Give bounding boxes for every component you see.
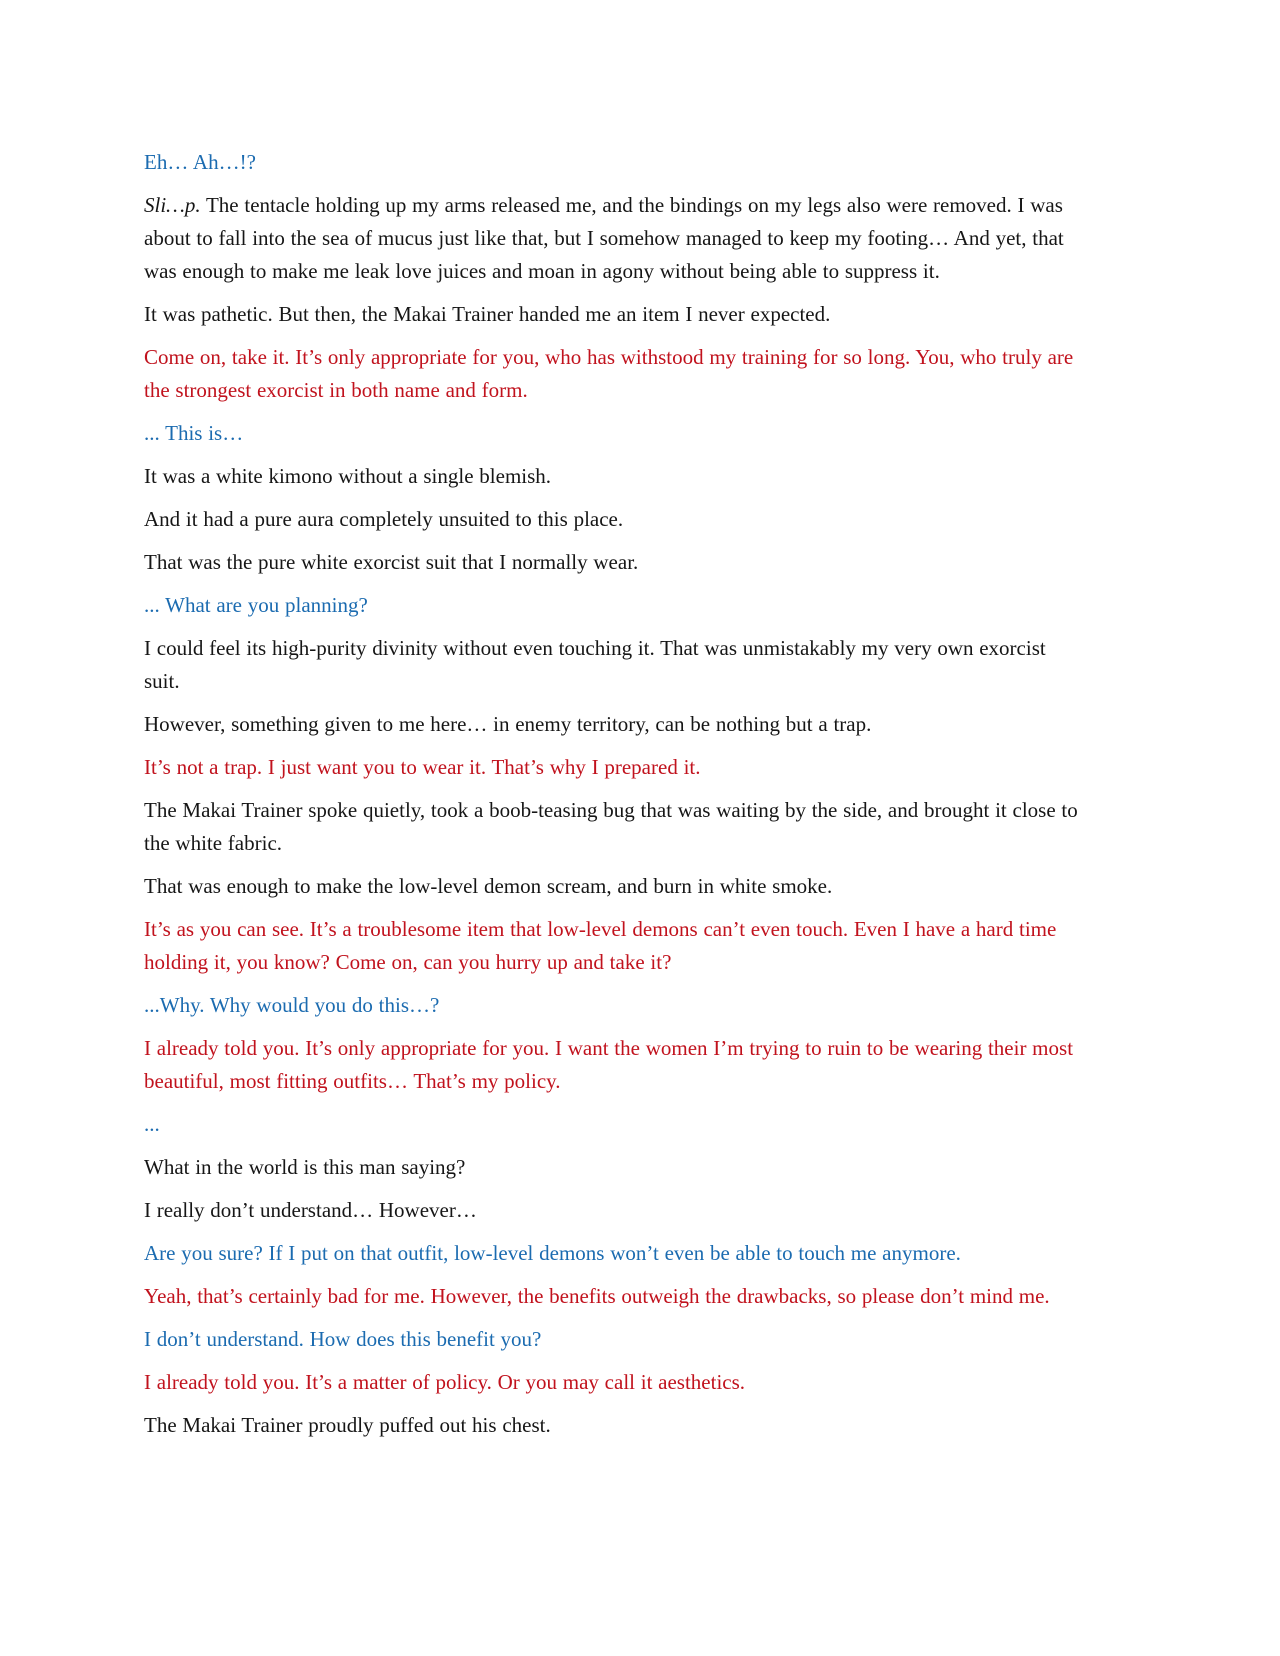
- document-content: [144, 146, 1084, 1442]
- paragraph-protagonist: [144, 1237, 1084, 1270]
- paragraph-trainer: [144, 1366, 1084, 1399]
- text-segment: I already told you. It’s a matter of policy. Or you may call it aesthetics.: [144, 1370, 746, 1394]
- text-segment: Yeah, that’s certainly bad for me. However, the benefits outweigh the drawbacks, so please don’t mind me.: [144, 1284, 1050, 1308]
- text-segment: What in the world is this man saying?: [144, 1155, 466, 1179]
- text-segment: The Makai Trainer spoke quietly, took a boob-teasing bug that was waiting by the side, and brought it close to the white fabric.: [144, 798, 1078, 855]
- text-segment: I already told you. It’s only appropriate for you. I want the women I’m trying to ruin to be wearing their most beautiful, most fitting outfits… That’s my policy.: [144, 1036, 1074, 1093]
- text-segment: It’s as you can see. It’s a troublesome item that low-level demons can’t even touch. Even I have a hard time holding it, you know? Come on, can you hurry up and take it?: [144, 917, 1057, 974]
- paragraph-narration: [144, 708, 1084, 741]
- paragraph-protagonist: [144, 417, 1084, 450]
- paragraph-trainer: [144, 751, 1084, 784]
- paragraph-trainer: [144, 1280, 1084, 1313]
- text-segment: I could feel its high-purity divinity without even touching it. That was unmistakably my very own exorcist suit.: [144, 636, 1046, 693]
- text-segment: I really don’t understand… However…: [144, 1198, 477, 1222]
- text-segment: And it had a pure aura completely unsuited to this place.: [144, 507, 624, 531]
- paragraph-narration: [144, 189, 1084, 288]
- paragraph-protagonist: [144, 146, 1084, 179]
- text-segment: That was enough to make the low-level demon scream, and burn in white smoke.: [144, 874, 833, 898]
- text-segment: That was the pure white exorcist suit that I normally wear.: [144, 550, 639, 574]
- paragraph-trainer: [144, 341, 1084, 407]
- paragraph-narration: [144, 298, 1084, 331]
- paragraph-narration: [144, 1194, 1084, 1227]
- text-segment-italic: Sli…p.: [144, 193, 201, 217]
- paragraph-narration: [144, 1151, 1084, 1184]
- paragraph-narration: [144, 632, 1084, 698]
- text-segment: Eh… Ah…!?: [144, 150, 256, 174]
- paragraph-narration: [144, 460, 1084, 493]
- text-segment: Are you sure? If I put on that outfit, low-level demons won’t even be able to touch me anymore.: [144, 1241, 961, 1265]
- text-segment: ...: [144, 1112, 160, 1136]
- text-segment: ...Why. Why would you do this…?: [144, 993, 440, 1017]
- text-segment: Come on, take it. It’s only appropriate for you, who has withstood my training for so long. You, who truly are the strongest exorcist in both name and form.: [144, 345, 1074, 402]
- text-segment: ... This is…: [144, 421, 244, 445]
- paragraph-protagonist: [144, 1108, 1084, 1141]
- text-segment: The tentacle holding up my arms released me, and the bindings on my legs also were removed. I was about to fall into the sea of mucus just like that, but I somehow managed to keep my footing… And yet, that was enough to make me leak love juices and moan in agony without being able to suppress it.: [144, 193, 1064, 283]
- paragraph-narration: [144, 503, 1084, 536]
- paragraph-narration: [144, 1409, 1084, 1442]
- paragraph-trainer: [144, 1032, 1084, 1098]
- paragraph-narration: [144, 870, 1084, 903]
- text-segment: However, something given to me here… in enemy territory, can be nothing but a trap.: [144, 712, 872, 736]
- text-segment: It’s not a trap. I just want you to wear it. That’s why I prepared it.: [144, 755, 701, 779]
- paragraph-narration: [144, 546, 1084, 579]
- paragraph-trainer: [144, 913, 1084, 979]
- text-segment: It was pathetic. But then, the Makai Trainer handed me an item I never expected.: [144, 302, 831, 326]
- paragraph-protagonist: [144, 1323, 1084, 1356]
- text-segment: It was a white kimono without a single blemish.: [144, 464, 552, 488]
- text-segment: I don’t understand. How does this benefit you?: [144, 1327, 542, 1351]
- paragraph-protagonist: [144, 989, 1084, 1022]
- paragraph-protagonist: [144, 589, 1084, 622]
- paragraph-narration: [144, 794, 1084, 860]
- text-segment: ... What are you planning?: [144, 593, 368, 617]
- text-segment: The Makai Trainer proudly puffed out his chest.: [144, 1413, 551, 1437]
